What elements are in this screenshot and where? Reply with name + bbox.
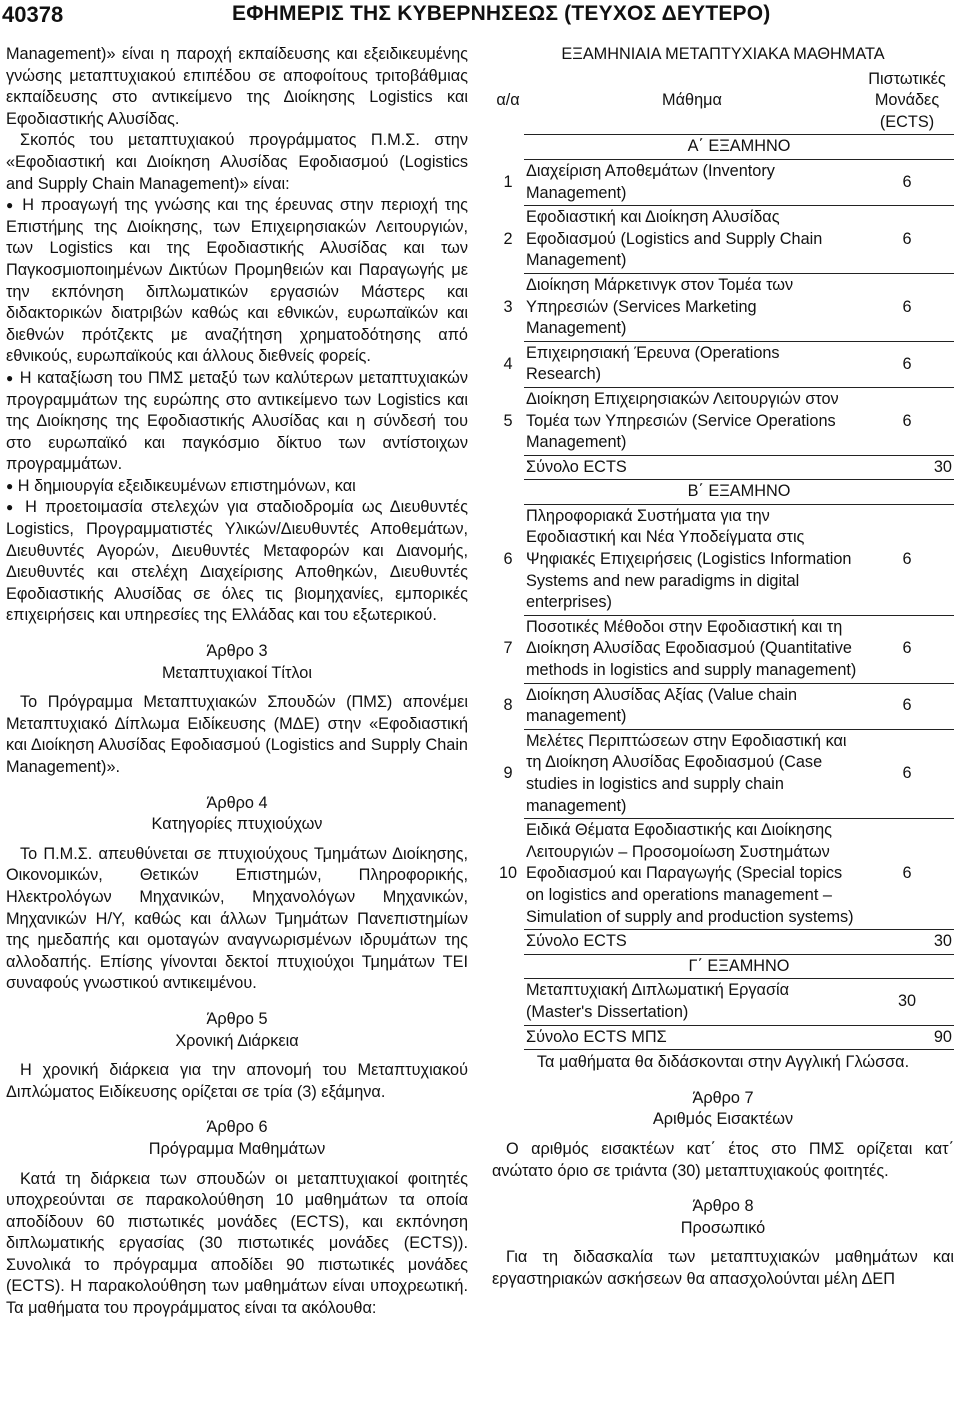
semester-c-label: Γ΄ ΕΞΑΜΗΝΟ [524, 954, 954, 979]
bullet-item: ● Η προαγωγή της γνώσης και της έρευνας στην περιοχή της Επιστήμης της Διοίκησης, των Επιχειρησιακών Λειτουργιών, των Logistics και της Εφοδιαστικής Αλυσίδας και των Παγκοσμιοποιημένων Δικτύων Προμηθειών και Παραγωγής με την εκπόνηση διπλωματικών εργασιών Μάστερς και διδακτορικών διατριβών καθώς και εθνικών, ευρωπαϊκών και διεθνών πρότζεκτς με αναζήτηση χρηματοδότησης από εθνικούς, ευρωπαϊκούς και άλλους διεθνείς φορείς. [6, 196, 468, 366]
table-row: 5 Διοίκηση Επιχειρησιακών Λειτουργιών στον Τομέα των Υπηρεσιών (Service Operations Management) 6 [492, 387, 954, 455]
gazette-title: ΕΦΗΜΕΡΙΣ ΤΗΣ ΚΥΒΕΡΝΗΣΕΩΣ (ΤΕΥΧΟΣ ΔΕΥΤΕΡΟ) [232, 2, 771, 25]
article-8-title: Άρθρο 8 [692, 1197, 754, 1216]
left-column [6, 44, 468, 1320]
total-row: Σύνολο ECTS ΜΠΣ 90 [492, 1025, 954, 1050]
right-column [492, 44, 954, 1290]
total-row: Σύνολο ECTS 30 [492, 455, 954, 480]
article-8-subtitle: Προσωπικό [680, 1218, 766, 1237]
table-row: 10 Ειδικά Θέματα Εφοδιαστικής και Διοίκησης Λειτουργιών – Προσομοίωση Συστημάτων Εφοδιασμού και Παραγωγής (Special topics on logistics and operations management – Simulation of supply and production systems) 6 [492, 819, 954, 930]
header-num: α/α [496, 91, 520, 110]
total-row: Σύνολο ECTS 30 [492, 930, 954, 955]
table-row: 4 Επιχειρησιακή Έρευνα (Operations Research) 6 [492, 341, 954, 387]
table-row: 9 Μελέτες Περιπτώσεων στην Εφοδιαστική και τη Διοίκηση Αλυσίδας Εφοδιασμού (Case studies in logistics and supply chain management) 6 [492, 729, 954, 818]
table-row: 7 Ποσοτικές Μέθοδοι στην Εφοδιαστική και τη Διοίκηση Αλυσίδας Εφοδιασμού (Quantitative methods in logistics and supply management) 6 [492, 615, 954, 683]
table-caption: ΕΞΑΜΗΝΙΑΙΑ ΜΕΤΑΠΤΥΧΙΑΚΑ ΜΑΘΗΜΑΤΑ [561, 45, 885, 63]
bullet-item: ● Η προετοιμασία στελεχών για σταδιοδρομία ως Διευθυντές Logistics, Προγραμματιστές Υλικών/Διευθυντές Αποθεμάτων, Διευθυντές Αγορών, Διευθυντές Μεταφορών και Διανομής, Διευθυντές και στελέχη Διαχείρισης Αποθηκών, Διευθυντές Εφοδιαστικής Αλυσίδας σε όλες τις βιομηχανίες, εμπορικές επιχειρήσεις και υπηρεσίες της Ελλάδας και του εξωτερικού. [6, 498, 468, 625]
article-7-text: Ο αριθμός εισακτέων κατ΄ έτος στο ΠΜΣ ορίζεται κατ΄ ανώτατο όριο σε τριάντα (30) μεταπτυχιακούς φοιτητές. [492, 1139, 954, 1180]
bullet-item: ● Η καταξίωση του ΠΜΣ μεταξύ των καλύτερων μεταπτυχιακών προγραμμάτων της ευρώπης στο αντικείμενο των Logistics και της Διοίκησης της Εφοδιαστικής Αλυσίδας και η σύνδεσή του στο ευρωπαϊκό και παγκόσμιο δίκτυο των αντίστοιχων προγραμμάτων. [6, 368, 468, 474]
article-6-subtitle: Πρόγραμμα Μαθημάτων [148, 1139, 326, 1158]
bullet-icon: ● [6, 500, 17, 515]
table-row: 3 Διοίκηση Μάρκετινγκ στον Τομέα των Υπηρεσιών (Services Marketing Management) 6 [492, 273, 954, 341]
article-7-subtitle: Αριθμός Εισακτέων [652, 1110, 794, 1129]
table-row: 8 Διοίκηση Αλυσίδας Αξίας (Value chain management) 6 [492, 683, 954, 729]
article-6-text: Κατά τη διάρκεια των σπουδών οι μεταπτυχιακοί φοιτητές υποχρεούνται σε παρακολούθηση 10 μαθημάτων τα οποία αποδίδουν 60 πιστωτικές μονάδες (ECTS), και εκπόνηση διπλωματικής εργασίας (30 πιστωτικές μονάδες (ECTS)). Συνολικά το πρόγραμμα αποδίδει 90 πιστωτικές μονάδες (ECTS). Η παρακολούθηση των μαθημάτων είναι υποχρεωτική. Τα μαθήματα του προγράμματος είναι τα ακόλουθα: [6, 1169, 468, 1318]
article-3-title: Άρθρο 3 [206, 642, 268, 661]
semester-b-label: Β΄ ΕΞΑΜΗΝΟ [524, 480, 954, 505]
header-ects: Πιστωτικές Μονάδες (ECTS) [868, 69, 946, 131]
article-5-title: Άρθρο 5 [206, 1009, 268, 1028]
courses-table [492, 68, 954, 1051]
paragraph: Σκοπός του μεταπτυχιακού προγράμματος Π.Μ.Σ. στην «Εφοδιαστική και Διοίκηση Αλυσίδας Εφοδιασμού (Logistics and Supply Chain Management)» είναι: [6, 131, 468, 193]
article-6-title: Άρθρο 6 [206, 1118, 268, 1137]
article-7-title: Άρθρο 7 [692, 1088, 754, 1107]
bullet-icon: ● [6, 370, 15, 385]
bullet-icon: ● [6, 478, 14, 493]
semester-row [492, 954, 954, 979]
bullet-icon: ● [6, 198, 16, 213]
table-row: 2 Εφοδιαστική και Διοίκηση Αλυσίδας Εφοδιασμού (Logistics and Supply Chain Management) 6 [492, 206, 954, 274]
article-8-text: Για τη διδασκαλία των μεταπτυχιακών μαθημάτων και εργαστηριακών ασκήσεων θα απασχολούνται μέλη ΔΕΠ [492, 1248, 954, 1288]
table-row: 1 Διαχείριση Αποθεμάτων (Inventory Management) 6 [492, 159, 954, 205]
article-5-text: Η χρονική διάρκεια για την απονομή του Μεταπτυχιακού Διπλώματος Ειδίκευσης ορίζεται σε τρία (3) εξάμηνα. [6, 1061, 468, 1101]
article-3-text: Το Πρόγραμμα Μεταπτυχιακών Σπουδών (ΠΜΣ) απονέμει Μεταπτυχιακό Δίπλωμα Ειδίκευσης (ΜΔΕ) στην «Εφοδιαστική και Διοίκηση Αλυσίδας Εφοδιασμού (Logistics and Supply Chain Management)». [6, 693, 468, 776]
semester-row [492, 480, 954, 505]
table-header-row [492, 68, 954, 135]
language-note: Τα μαθήματα θα διδάσκονται στην Αγγλική Γλώσσα. [536, 1053, 910, 1072]
table-row: Μεταπτυχιακή Διπλωματική Εργασία (Master's Dissertation) 30 [492, 979, 954, 1025]
page-number: 40378 [2, 2, 64, 27]
bullet-item: ● Η δημιουργία εξειδικευμένων επιστημόνων, και [6, 476, 356, 495]
article-5-subtitle: Χρονική Διάρκεια [175, 1031, 299, 1050]
semester-a-label: Α΄ ΕΞΑΜΗΝΟ [524, 135, 954, 160]
page-header [0, 0, 960, 34]
article-3-subtitle: Μεταπτυχιακοί Τίτλοι [162, 663, 312, 682]
article-4-subtitle: Κατηγορίες πτυχιούχων [151, 815, 323, 834]
semester-row [492, 135, 954, 160]
table-row: 6 Πληροφοριακά Συστήματα για την Εφοδιαστική και Νέα Υποδείγματα στις Ψηφιακές Επιχειρήσεις (Logistics Information Systems and new paradigms in digital enterprises) 6 [492, 504, 954, 615]
header-course: Μάθημα [662, 91, 722, 110]
article-4-text: Το Π.Μ.Σ. απευθύνεται σε πτυχιούχους Τμημάτων Διοίκησης, Οικονομικών, Θετικών Επιστημών, Πληροφορικής, Ηλεκτρολόγων Μηχανικών, Μηχανολόγων Μηχανικών, Μηχανικών Η/Υ, καθώς και άλλων Τμημάτων Πανεπιστημίων της ημεδαπής και ομοταγών αναγνωρισμένων ιδρυμάτων της αλλοδαπής. Επίσης γίνονται δεκτοί πτυχιούχοι Τμημάτων ΤΕΙ συναφούς γνωστικού αντικειμένου. [6, 844, 468, 993]
article-4-title: Άρθρο 4 [206, 793, 268, 812]
paragraph: Management)» είναι η παροχή εκπαίδευσης και εξειδικευμένης γνώσης μεταπτυχιακού επιπέδου σε αποφοίτους τριτοβάθμιας εκπαίδευσης στο αντικείμενο της Διοίκησης Logistics και Εφοδιαστικής Αλυσίδας. [6, 45, 468, 128]
